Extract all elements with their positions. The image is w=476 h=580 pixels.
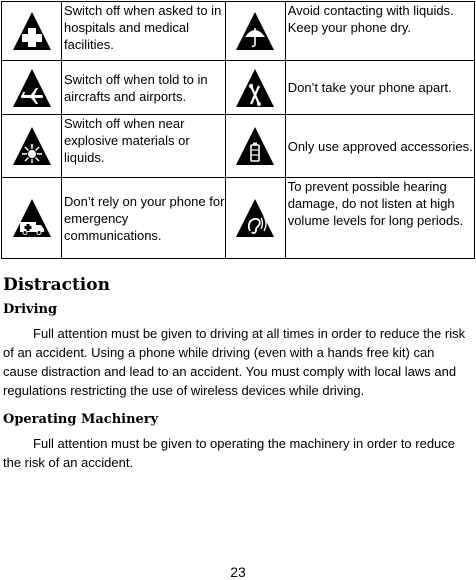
airplane-icon: [11, 67, 53, 109]
safety-text: Switch off when told to in aircrafts and airports.: [62, 61, 226, 115]
safety-text: Avoid contacting with liquids. Keep your phone dry.: [285, 2, 474, 61]
safety-text: Switch off when asked to in hospitals and medical facilities.: [62, 2, 226, 61]
icon-cell: [2, 2, 62, 61]
icon-cell: [225, 178, 285, 259]
icon-cell: [225, 115, 285, 178]
ear-icon: [234, 197, 276, 239]
subsection-title: Driving: [3, 302, 58, 317]
safety-text: Don’t rely on your phone for emergency communications.: [62, 178, 226, 259]
table-row: [2, 115, 475, 178]
icon-cell: [2, 61, 62, 115]
hospital-cross-icon: [11, 10, 53, 52]
icon-cell: [225, 2, 285, 61]
battery-icon: [234, 125, 276, 167]
table-row: [2, 178, 475, 259]
section-title: Distraction: [3, 275, 110, 295]
paragraph: [3, 324, 471, 400]
tools-icon: [234, 67, 276, 109]
paragraph-text: Full attention must be given to driving at all times in order to reduce the risk of an accident. Using a phone while driving (even with a hands free kit) can cause distraction and lead to an accident. You must comply with local laws and regulations restricting the use of wireless devices while driving.: [3, 326, 466, 398]
safety-text: To prevent possible hearing damage, do not listen at high volume levels for long periods.: [285, 178, 474, 259]
safety-text: Don’t take your phone apart.: [285, 61, 474, 115]
explosion-icon: [11, 125, 53, 167]
table-row: [2, 2, 475, 61]
page-number: 23: [230, 564, 246, 580]
icon-cell: [2, 178, 62, 259]
subsection-title: Operating Machinery: [3, 412, 159, 427]
icon-cell: [225, 61, 285, 115]
ambulance-icon: [11, 197, 53, 239]
safety-text: Switch off when near explosive materials or liquids.: [62, 115, 226, 178]
icon-cell: [2, 115, 62, 178]
umbrella-icon: [234, 10, 276, 52]
safety-text: Only use approved accessories.: [285, 115, 474, 178]
table-row: [2, 61, 475, 115]
paragraph: [3, 434, 471, 472]
safety-icons-table: [1, 1, 475, 259]
paragraph-text: Full attention must be given to operating the machinery in order to reduce the risk of an accident.: [3, 436, 456, 470]
